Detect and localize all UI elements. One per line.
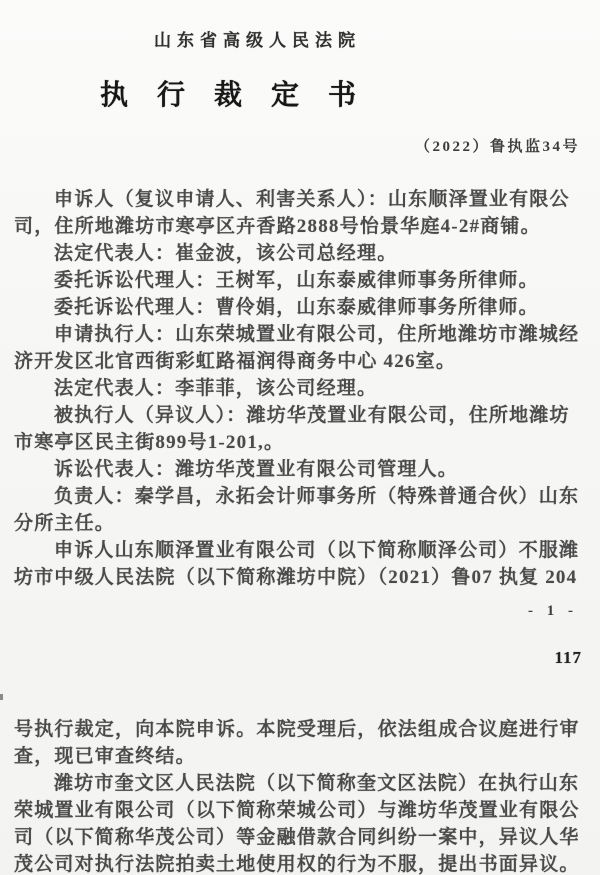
text-line: 负责人：秦学昌，永拓会计师事务所（特殊普通合伙）山东 xyxy=(54,486,580,507)
text-line: 坊市中级人民法院（以下简称潍坊中院）（2021）鲁07 执复 204 xyxy=(14,567,578,588)
text-line: 司（以下简称华茂公司）等金融借款合同纠纷一案中，异议人华 xyxy=(14,827,580,848)
text-line: 茂公司对执行法院拍卖土地使用权的行为不服，提出书面异议。 xyxy=(14,854,580,875)
case-number: （2022）鲁执监34号 xyxy=(414,139,580,155)
sheet-number: 117 xyxy=(554,648,582,667)
text-line: 号执行裁定，向本院申诉。本院受理后，依法组成合议庭进行审 xyxy=(14,719,580,740)
text-line: 委托诉讼代理人：王树军，山东泰威律师事务所律师。 xyxy=(54,270,539,291)
page1-body-text xyxy=(0,186,600,591)
text-line: 申诉人山东顺泽置业有限公司（以下简称顺泽公司）不服潍 xyxy=(54,540,580,561)
text-line: 市寒亭区民主街899号1-201,。 xyxy=(14,432,285,453)
scan-artifact xyxy=(0,694,3,700)
text-line: 潍坊市奎文区人民法院（以下简称奎文区法院）在执行山东 xyxy=(54,773,580,794)
text-line: 诉讼代表人：潍坊华茂置业有限公司管理人。 xyxy=(54,459,459,480)
text-line: 荣城置业有限公司（以下简称荣城公司）与潍坊华茂置业有限公 xyxy=(14,800,580,821)
text-line: 申诉人（复议申请人、利害关系人）：山东顺泽置业有限公 xyxy=(54,189,570,210)
text-line: 分所主任。 xyxy=(14,513,116,534)
text-line: 被执行人（异议人）：潍坊华茂置业有限公司，住所地潍坊 xyxy=(54,405,570,426)
text-line: 法定代表人：李菲菲，该公司经理。 xyxy=(54,378,378,399)
text-line: 法定代表人：崔金波，该公司总经理。 xyxy=(54,243,398,264)
text-line: 申请执行人：山东荣城置业有限公司，住所地潍坊市潍城经 xyxy=(54,324,580,345)
text-line: 济开发区北官西街彩虹路福润得商务中心 426室。 xyxy=(14,351,457,372)
document-title: 执行裁定书 xyxy=(99,80,385,111)
text-line: 查，现已审查终结。 xyxy=(14,746,196,767)
court-name: 山东省高级人民法院 xyxy=(154,31,361,50)
text-line: 司，住所地潍坊市寒亭区卉香路2888号怡景华庭4-2#商铺。 xyxy=(14,216,541,237)
text-line: 委托诉讼代理人：曹伶娟，山东泰威律师事务所律师。 xyxy=(54,297,539,318)
page-number: - 1 - xyxy=(528,603,578,619)
page2-body-text xyxy=(0,716,600,875)
